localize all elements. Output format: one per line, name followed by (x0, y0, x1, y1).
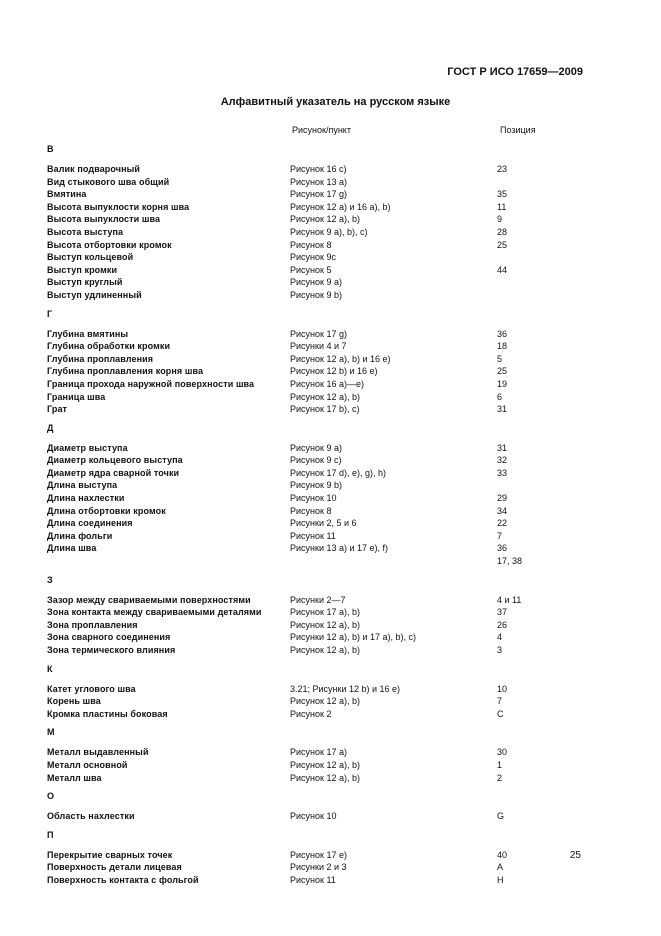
index-position: 31 (497, 404, 508, 415)
index-row (47, 289, 607, 302)
index-figure: Рисунки 4 и 7 (290, 341, 347, 352)
index-position: 44 (497, 264, 508, 275)
index-figure: Рисунок 9 b) (290, 289, 342, 300)
index-term: Вид стыкового шва общий (47, 176, 170, 187)
index-term: Кромка пластины боковая (47, 708, 168, 719)
index-figure: Рисунок 13 а) (290, 176, 347, 187)
section-letter: О (47, 791, 55, 802)
index-term: Высота выпуклости корня шва (47, 201, 190, 212)
section-entries (47, 683, 607, 721)
index-position: 35 (497, 189, 508, 200)
section-letter: З (47, 574, 53, 585)
index-figure: Рисунок 12 а), b) (290, 759, 360, 770)
index-figure: Рисунок 12 а), b) (290, 696, 360, 707)
index-position: 23 (497, 164, 508, 174)
section-entries (47, 163, 607, 302)
index-position: G (497, 811, 505, 822)
index-term: Глубина обработки кромки (47, 341, 171, 352)
index-term: Длина выступа (47, 480, 118, 491)
index-position: 7 (497, 530, 503, 541)
index-term: Зона контакта между свариваемыми деталями (47, 607, 262, 618)
index-row (47, 746, 607, 759)
index-row (47, 874, 607, 887)
index-figure: Рисунок 9 а) (290, 442, 342, 453)
section-entries (47, 849, 607, 887)
index-term: Грат (47, 404, 68, 415)
index-row (47, 530, 607, 543)
index-row (47, 365, 607, 378)
index-position: 17, 38 (497, 556, 523, 567)
index-figure: Рисунок 17 d), е), g), h) (290, 467, 386, 478)
section-letter: К (47, 663, 53, 674)
index-row (47, 201, 607, 214)
index-term: Диаметр кольцевого выступа (47, 455, 183, 466)
index-row (47, 606, 607, 619)
index-figure: Рисунок 17 g) (290, 328, 347, 339)
index-figure: Рисунок 5 (290, 264, 332, 275)
index-position: 37 (497, 607, 508, 618)
index-row (47, 340, 607, 353)
index-figure: Рисунок 11 (290, 874, 336, 885)
section-letter: Д (47, 422, 54, 433)
section-letter: М (47, 727, 55, 738)
index-term: Выступ круглый (47, 277, 123, 288)
index-position: 22 (497, 518, 508, 529)
page-number: 25 (569, 850, 581, 861)
index-position: 7 (497, 696, 503, 707)
index-term: Выступ удлиненный (47, 289, 142, 300)
index-figure: Рисунок 12 а), b) (290, 214, 360, 225)
index-figure: Рисунок 2 (290, 708, 332, 719)
index-row (47, 505, 607, 518)
index-figure: Рисунок 17 а), b) (290, 607, 360, 618)
section-letter: Г (47, 308, 53, 319)
index-figure: 3.21; Рисунки 12 b) и 16 е) (290, 683, 401, 694)
index-term: Длина фольги (47, 530, 113, 541)
index-position: 32 (497, 455, 508, 466)
index-position: 33 (497, 467, 508, 478)
index-term: Область нахлестки (47, 811, 135, 822)
index-position: 10 (497, 683, 508, 694)
index-term: Граница прохода наружной поверхности шва (47, 378, 255, 389)
index-row (47, 264, 607, 277)
index-position: 26 (497, 619, 508, 630)
index-row (47, 403, 607, 416)
index-figure: Рисунок 9 b) (290, 480, 342, 491)
index-figure: Рисунок 10 (290, 811, 337, 822)
index-term: Валик подварочный (47, 164, 141, 174)
index-row (47, 442, 607, 455)
index-figure: Рисунок 10 (290, 493, 337, 504)
index-row (47, 772, 607, 785)
index-figure: Рисунок 9 а) (290, 277, 342, 288)
index-term: Металл основной (47, 759, 128, 770)
page-title: Алфавитный указатель на русском языке (220, 96, 451, 108)
index-position: 5 (497, 353, 503, 364)
index-figure: Рисунок 11 (290, 530, 336, 541)
index-row (47, 188, 607, 201)
index-figure: Рисунок 17 е) (290, 849, 347, 860)
index-row (47, 391, 607, 404)
index-row (47, 695, 607, 708)
index-row (47, 759, 607, 772)
index-row (47, 251, 607, 264)
section-entries (47, 746, 607, 784)
index-row (47, 555, 607, 568)
index-row (47, 708, 607, 721)
index-figure: Рисунок 17 а) (290, 747, 347, 758)
index-figure: Рисунки 13 а) и 17 е), f) (290, 543, 389, 554)
index-term: Поверхность детали лицевая (47, 862, 182, 873)
index-position: 6 (497, 391, 503, 402)
index-position: 31 (497, 442, 508, 453)
index-row (47, 328, 607, 341)
index-term: Длина соединения (47, 518, 133, 529)
index-position: 11 (497, 201, 507, 212)
index-position: 36 (497, 543, 508, 554)
index-figure: Рисунок 9 а), b), с) (290, 226, 368, 237)
index-row (47, 467, 607, 480)
index-row (47, 239, 607, 252)
index-figure: Рисунок 9c (290, 252, 336, 263)
index-figure: Рисунок 17 b), с) (290, 404, 360, 415)
index-position: 2 (497, 772, 503, 783)
index-term: Граница шва (47, 391, 106, 402)
index-figure: Рисунок 12 b) и 16 е) (290, 366, 378, 377)
section-entries (47, 810, 607, 823)
index-term: Высота выступа (47, 226, 124, 237)
index-term: Диаметр ядра сварной точки (47, 467, 180, 478)
index-term: Глубина проплавления корня шва (47, 366, 204, 377)
index-figure: Рисунки 2, 5 и 6 (290, 518, 357, 529)
column-header-figure: Рисунок/пункт (292, 125, 351, 135)
index-figure: Рисунок 12 а), b) (290, 645, 360, 655)
index-position: 25 (497, 239, 508, 250)
index-row (47, 378, 607, 391)
section-letter: В (47, 144, 54, 154)
index-row (47, 594, 607, 607)
index-position: 40 (497, 849, 508, 860)
document-code: ГОСТ Р ИСО 17659—2009 (447, 66, 583, 78)
index-row (47, 479, 607, 492)
index-row (47, 849, 607, 862)
index-position: 3 (497, 645, 503, 655)
index-figure: Рисунок 12 а), b) (290, 619, 360, 630)
index-term: Зазор между свариваемыми поверхностями (47, 594, 251, 605)
index-position: 36 (497, 328, 508, 339)
index-term: Корень шва (47, 696, 101, 707)
index-term: Высота выпуклости шва (47, 214, 161, 225)
index-figure: Рисунки 2—7 (290, 594, 346, 605)
index-figure: Рисунки 12 а), b) и 17 а), b), с) (290, 632, 417, 643)
index-term: Диаметр выступа (47, 442, 128, 453)
index-figure: Рисунок 8 (290, 505, 332, 516)
index-term: Металл шва (47, 772, 102, 783)
index-figure: Рисунок 12 а), b) и 16 е) (290, 353, 391, 364)
index-term: Глубина вмятины (47, 328, 129, 339)
index-position: 34 (497, 505, 508, 516)
index-position: 18 (497, 341, 508, 352)
index-position: 9 (497, 214, 503, 225)
index-figure: Рисунок 16 с) (290, 164, 347, 174)
index-row (47, 226, 607, 239)
index-figure: Рисунок 12 а), b) (290, 772, 360, 783)
index-term: Зона термического влияния (47, 645, 176, 655)
index-row (47, 683, 607, 696)
index-figure: Рисунок 12 а), b) (290, 391, 360, 402)
index-term: Длина нахлестки (47, 493, 125, 504)
index-figure: Рисунок 8 (290, 239, 332, 250)
index-figure: Рисунок 9 с) (290, 455, 342, 466)
index-row (47, 163, 607, 176)
index-position: 25 (497, 366, 508, 377)
index-figure: Рисунок 17 g) (290, 189, 347, 200)
index-term: Высота отбортовки кромок (47, 239, 172, 250)
index-row (47, 353, 607, 366)
section-letter: П (47, 829, 54, 840)
index-term: Выступ кромки (47, 264, 118, 275)
index-position: 4 (497, 632, 503, 643)
index-term: Катет углового шва (47, 683, 136, 694)
index-term: Глубина проплавления (47, 353, 154, 364)
column-header-position: Позиция (500, 125, 536, 135)
index-position: 29 (497, 493, 508, 504)
index-row (47, 454, 607, 467)
section-entries (47, 594, 607, 657)
index-row (47, 517, 607, 530)
section-entries (47, 442, 607, 568)
index-row (47, 213, 607, 226)
index-row (47, 176, 607, 189)
index-figure: Рисунки 2 и 3 (290, 862, 347, 873)
index-position: А (497, 862, 504, 873)
index-position: 19 (497, 378, 508, 389)
index-row (47, 810, 607, 823)
index-row (47, 542, 607, 555)
index-term: Металл выдавленный (47, 747, 149, 758)
index-figure: Рисунок 12 а) и 16 а), b) (290, 201, 391, 212)
index-row (47, 861, 607, 874)
index-position: 1 (497, 759, 503, 770)
index-row (47, 276, 607, 289)
index-term: Длина шва (47, 543, 97, 554)
index-term: Зона проплавления (47, 619, 138, 630)
index-term: Перекрытие сварных точек (47, 849, 173, 860)
index-term: Вмятина (47, 189, 87, 200)
index-row (47, 492, 607, 505)
index-term: Выступ кольцевой (47, 252, 134, 263)
index-position: 30 (497, 747, 508, 758)
index-term: Зона сварного соединения (47, 632, 171, 643)
index-figure: Рисунок 16 а)—е) (290, 378, 364, 389)
index-position: 28 (497, 226, 508, 237)
index-term: Длина отбортовки кромок (47, 505, 166, 516)
section-entries (47, 328, 607, 416)
alphabetical-index (47, 143, 607, 893)
index-position: Н (497, 874, 504, 885)
index-row (47, 631, 607, 644)
index-position: 4 и 11 (497, 594, 522, 605)
index-term: Поверхность контакта с фольгой (47, 874, 199, 885)
index-row (47, 619, 607, 632)
index-row (47, 644, 607, 657)
index-position: С (497, 708, 504, 719)
